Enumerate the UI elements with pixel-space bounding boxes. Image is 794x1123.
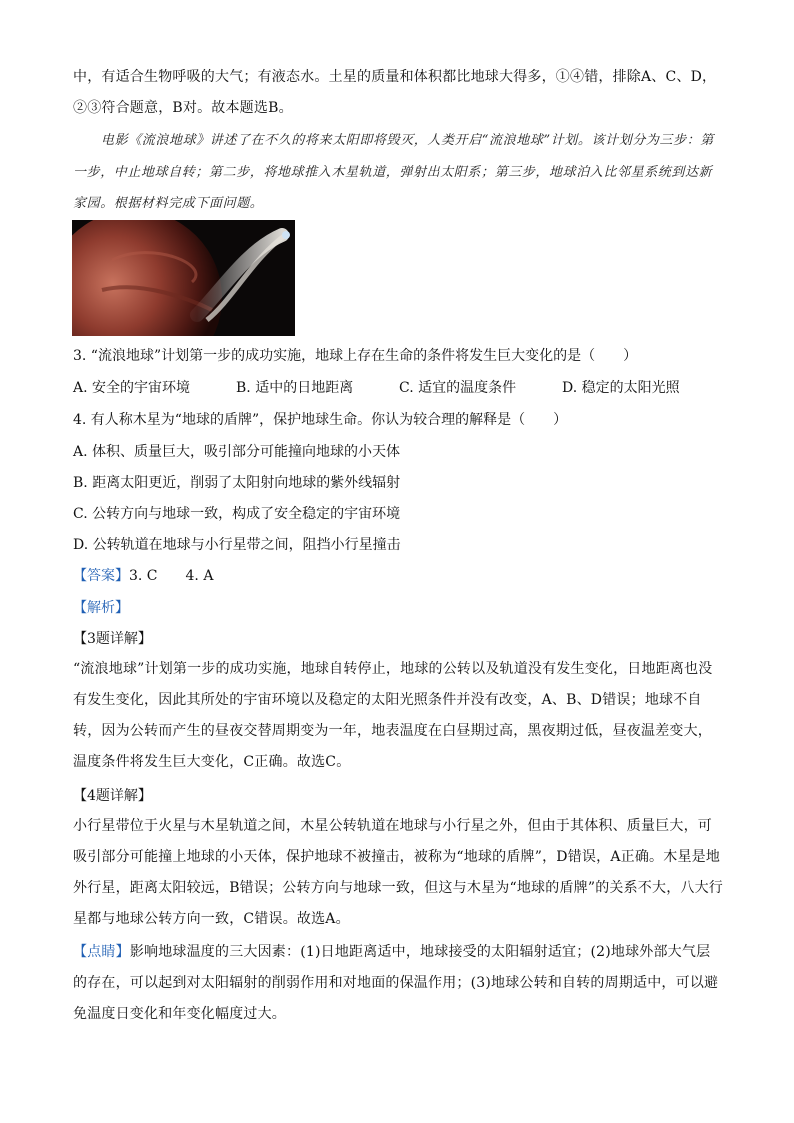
- detail3-text: “流浪地球”计划第一步的成功实施，地球自转停止，地球的公转以及轨道没有发生变化，日地距离也没有发生变化，因此其所处的宇宙环境以及稳定的太阳光照条件并没有改变，A、B、D错误；地球不自转，因为公转而产生的昼夜交替周期变为一年，地表温度在白昼期过高，黑夜期过低，昼夜温差变大，温度条件将发生巨大变化，C正确。故选C。: [73, 661, 713, 770]
- detail4-text: 小行星带位于火星与木星轨道之间，木星公转轨道在地球与小行星之外，但由于其体积、质量巨大，可吸引部分可能撞上地球的小天体，保护地球不被撞击，被称为“地球的盾牌”，D错误，A正确。木星是地外行星，距离太阳较远，B错误；公转方向与地球一致，但这与木星为“地球的盾牌”的关系不大，八大行星都与地球公转方向一致，C错误。故选A。: [73, 818, 723, 927]
- comment-paragraph: [73, 937, 723, 1030]
- q3-options: [73, 378, 723, 398]
- q4-option-b: B. 距离太阳更近，削弱了太阳射向地球的紫外线辐射: [73, 475, 401, 491]
- planet-illustration: [72, 220, 295, 336]
- answer-label: 【答案】: [73, 568, 129, 584]
- q4-stem: 4. 有人称木星为“地球的盾牌”，保护地球生命。你认为较合理的解释是（ ）: [73, 412, 568, 428]
- comment-text: 影响地球温度的三大因素：(1)日地距离适中，地球接受的太阳辐射适宜；(2)地球外部大气层的存在，可以起到对太阳辐射的削弱作用和对地面的保温作用；(3)地球公转和自转的周期适中，可以避免温度日变化和年变化幅度过大。: [73, 944, 719, 1022]
- q3-option-d: D. 稳定的太阳光照: [562, 380, 680, 396]
- q3-option-a: A. 安全的宇宙环境: [73, 380, 191, 396]
- analysis-label: 【解析】: [73, 600, 129, 616]
- q3-option-b: B. 适中的日地距离: [236, 380, 354, 396]
- q4-option-a: A. 体积、质量巨大，吸引部分可能撞向地球的小天体: [73, 444, 401, 460]
- detail4-label: 【4题详解】: [73, 788, 152, 804]
- earth-dot: [282, 231, 290, 239]
- q4-option-d: D. 公转轨道在地球与小行星带之间，阻挡小行星撞击: [73, 537, 401, 553]
- answer-value: 3. C 4. A: [129, 568, 214, 584]
- comment-label: 【点睛】: [73, 944, 130, 960]
- q3-stem: 3. “流浪地球”计划第一步的成功实施，地球上存在生命的条件将发生巨大变化的是（ ）: [73, 348, 638, 364]
- jupiter-earth-image: [72, 220, 295, 336]
- q4-option-c: C. 公转方向与地球一致，构成了安全稳定的宇宙环境: [73, 506, 401, 522]
- q3-option-c: C. 适宜的温度条件: [399, 380, 517, 396]
- detail3-label: 【3题详解】: [73, 631, 152, 647]
- intro-paragraph: 中，有适合生物呼吸的大气；有液态水。土星的质量和体积都比地球大得多，①④错，排除A、C、D，②③符合题意，B对。故本题选B。: [73, 69, 717, 116]
- answer-line: [73, 566, 213, 586]
- story-material: 电影《流浪地球》讲述了在不久的将来太阳即将毁灭，人类开启“流浪地球”计划。该计划分为三步：第一步，中止地球自转；第二步，将地球推入木星轨道，弹射出太阳系；第三步，地球泊入比邻星系统到达新家园。根据材料完成下面问题。: [73, 133, 714, 211]
